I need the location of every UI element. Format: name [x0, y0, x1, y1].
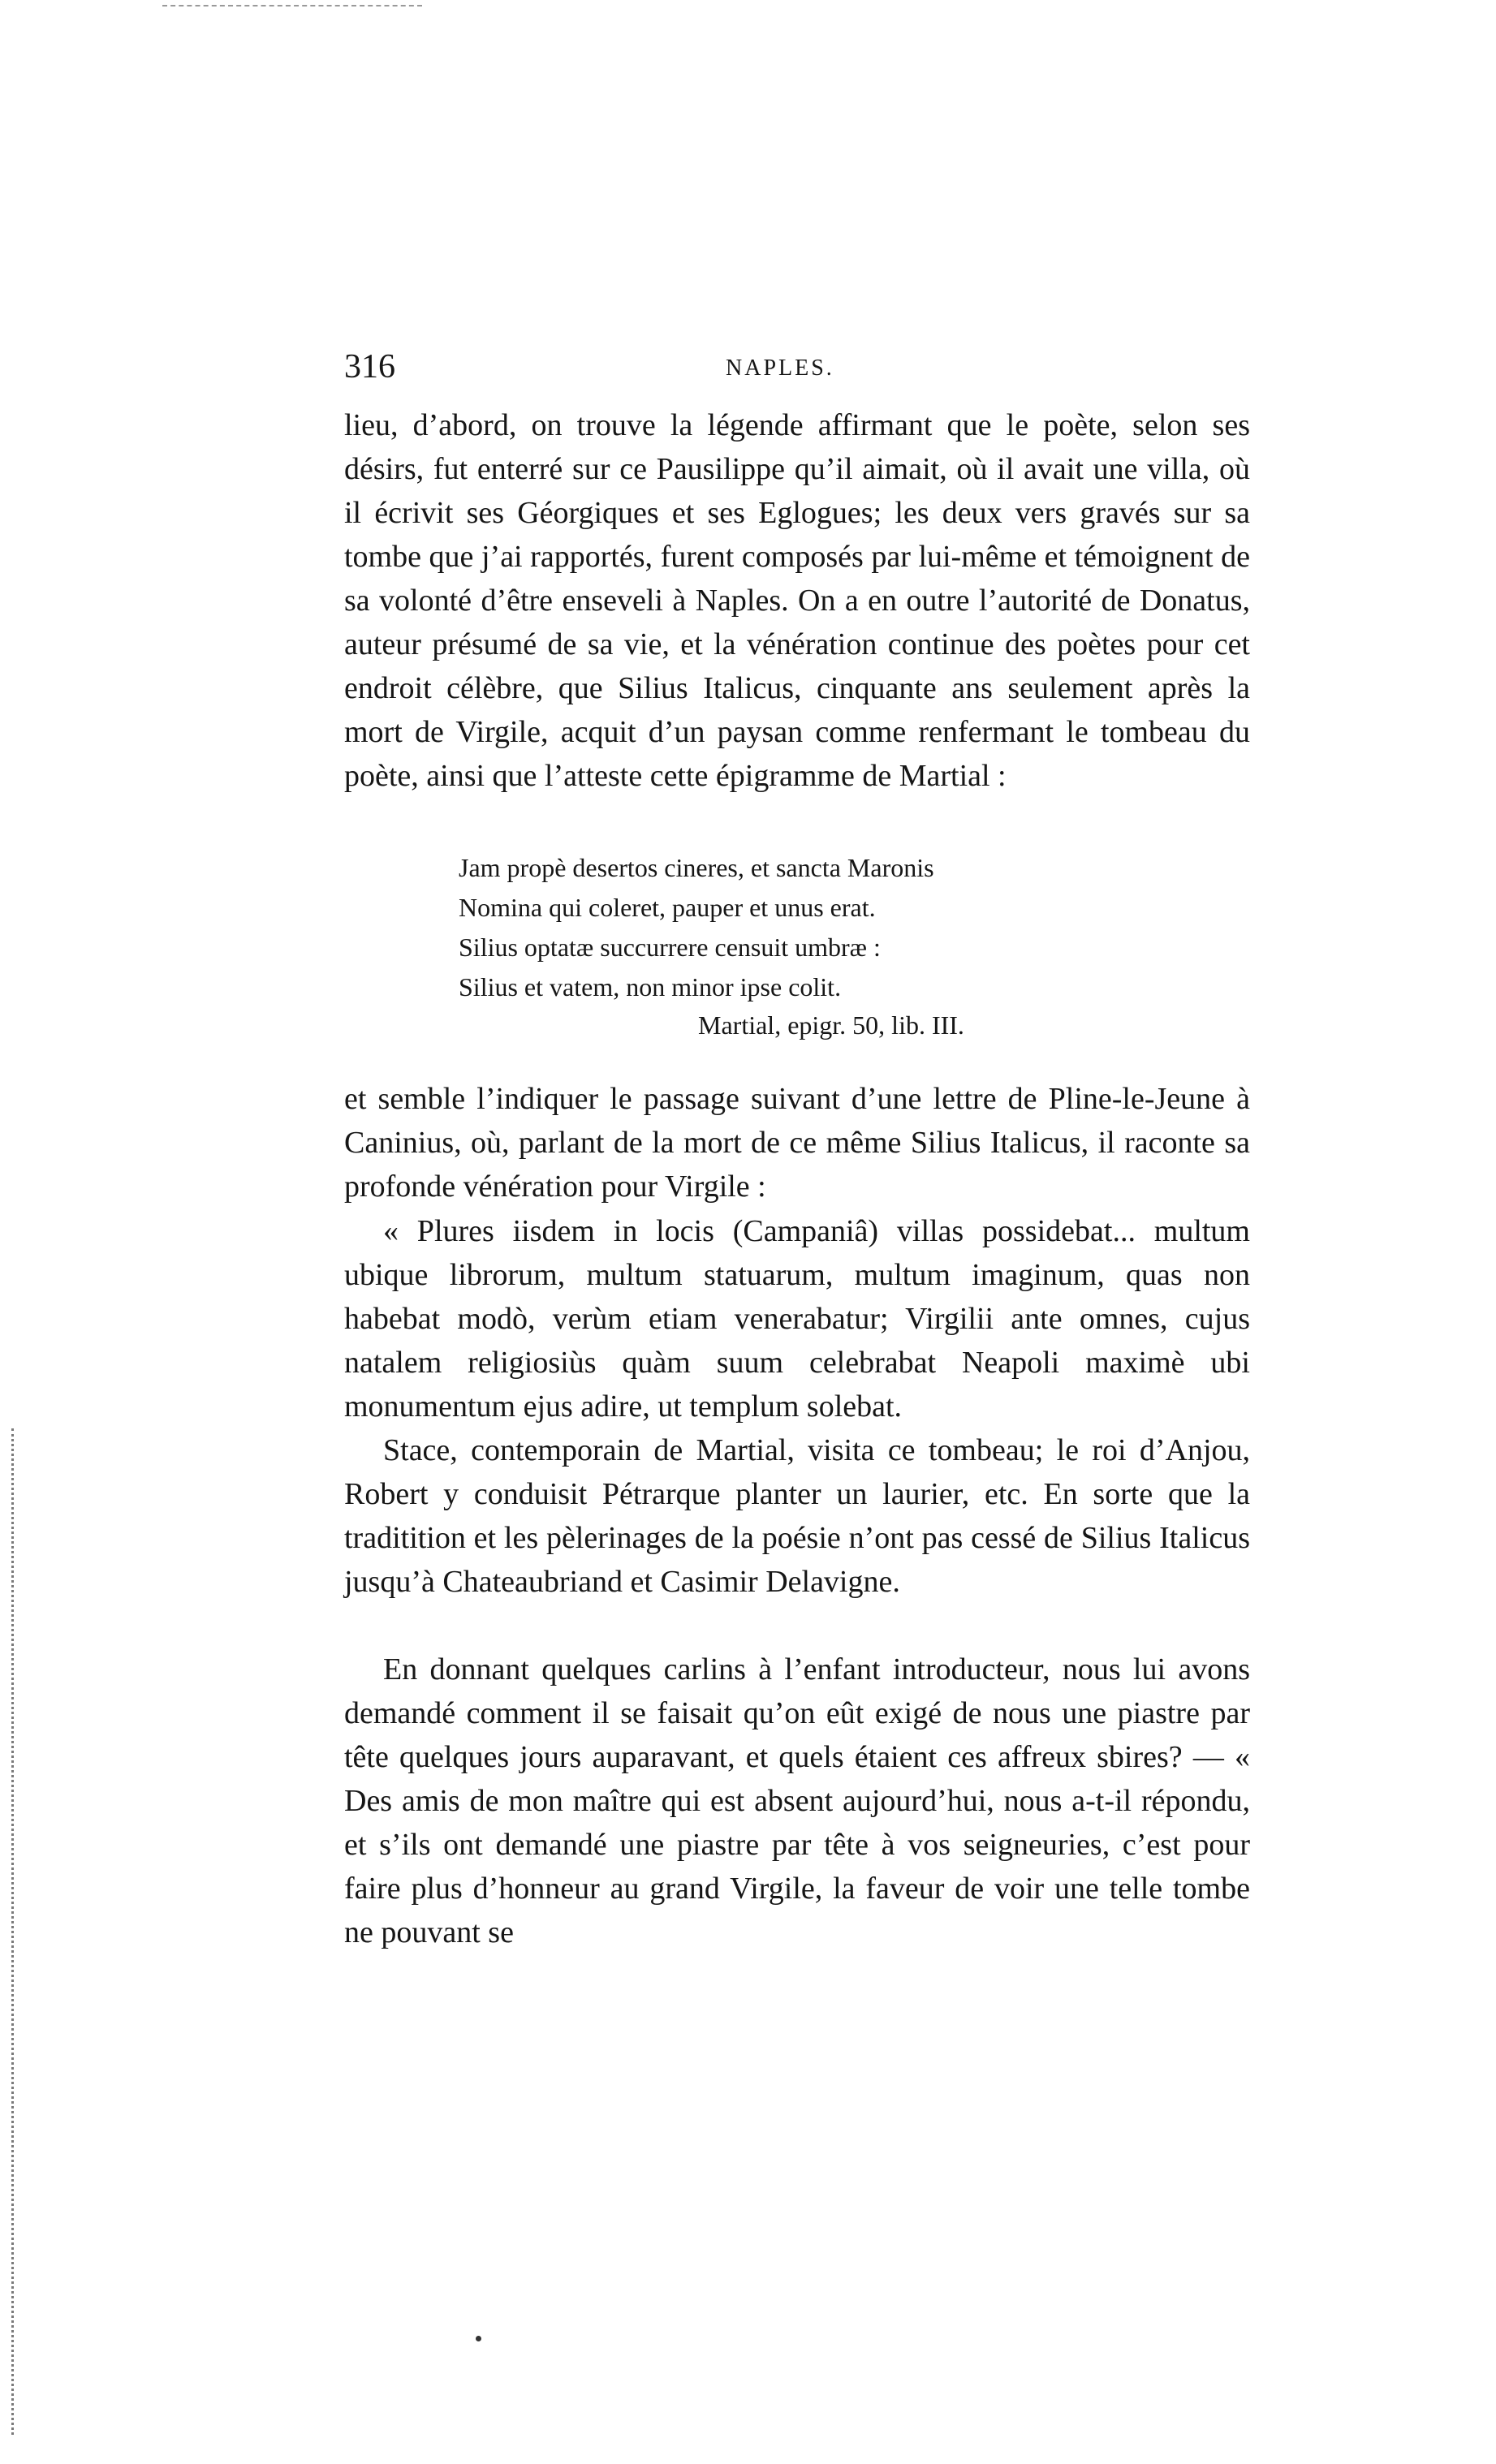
verse-line-1: Jam propè desertos cineres, et sancta Maronis [459, 853, 934, 882]
paragraph-2-block [344, 1077, 1250, 1208]
running-title: NAPLES. [726, 355, 834, 381]
running-head [344, 347, 1245, 396]
paragraph-4: Stace, contemporain de Martial, visita ce tombeau; le roi d’Anjou, Robert y conduisit Pétrarque planter un laurier, etc. En sorte que la traditition et les pèlerinages de la poésie n’ont pas cessé de Silius Italicus jusqu’à Chateaubriand et Casimir Delavigne. [344, 1433, 1250, 1599]
top-edge-rule [162, 5, 422, 6]
verse-line-2: Nomina qui coleret, pauper et unus erat. [459, 893, 876, 922]
verse-attribution: Martial, epigr. 50, lib. III. [698, 1010, 964, 1040]
paragraph-3-block [344, 1209, 1250, 1428]
paragraph-5: En donnant quelques carlins à l’enfant introducteur, nous lui avons demandé comment il se faisait qu’on eût exigé de nous une piastre par tête quelques jours auparavant, et quels étaient ces affreux sbires? — « Des amis de mon maître qui est absent aujourd’hui, nous a-t-il répondu, et s’ils ont demandé une piastre par tête à vos seigneuries, c’est pour faire plus d’honneur au grand Virgile, la faveur de voir une telle tombe ne pouvant se [344, 1652, 1250, 1949]
verse-line-3: Silius optatæ succurrere censuit umbræ : [459, 933, 881, 962]
left-margin-rule [11, 1428, 14, 2435]
paragraph-5-block [344, 1648, 1250, 1954]
paragraph-4-block [344, 1428, 1250, 1604]
paragraph-2: et semble l’indiquer le passage suivant d’une lettre de Pline-le-Jeune à Caninius, où, parlant de la mort de ce même Silius Italicus, il raconte sa profonde vénération pour Virgile : [344, 1082, 1250, 1204]
paragraph-1: lieu, d’abord, on trouve la légende affirmant que le poète, selon ses désirs, fut enterré sur ce Pausilippe qu’il aimait, où il avait une villa, où il écrivit ses Géorgiques et ses Eglogues; les deux vers gravés sur sa tombe que j’ai rapportés, furent composés par lui-même et témoignent de sa volonté d’être enseveli à Naples. On a en outre l’autorité de Donatus, auteur présumé de sa vie, et la vénération continue des poètes pour cet endroit célèbre, que Silius Italicus, cinquante ans seulement après la mort de Virgile, acquit d’un paysan comme renfermant le tombeau du poète, ainsi que l’atteste cette épigramme de Martial : [344, 408, 1250, 793]
verse-line-4: Silius et vatem, non minor ipse colit. [459, 972, 842, 1002]
verse-quotation [459, 848, 1076, 1007]
paragraph-3: « Plures iisdem in locis (Campaniâ) villas possidebat... multum ubique librorum, multum statuarum, multum imaginum, quas non habebat modò, verùm etiam venerabatur; Virgilii ante omnes, cujus natalem religiosiùs quàm suum celebrabat Neapoli maximè ubi monumentum ejus adire, ut templum solebat. [344, 1214, 1250, 1424]
ink-dot [476, 2336, 481, 2341]
page-number: 316 [344, 348, 395, 386]
paragraph-1-block [344, 403, 1250, 798]
